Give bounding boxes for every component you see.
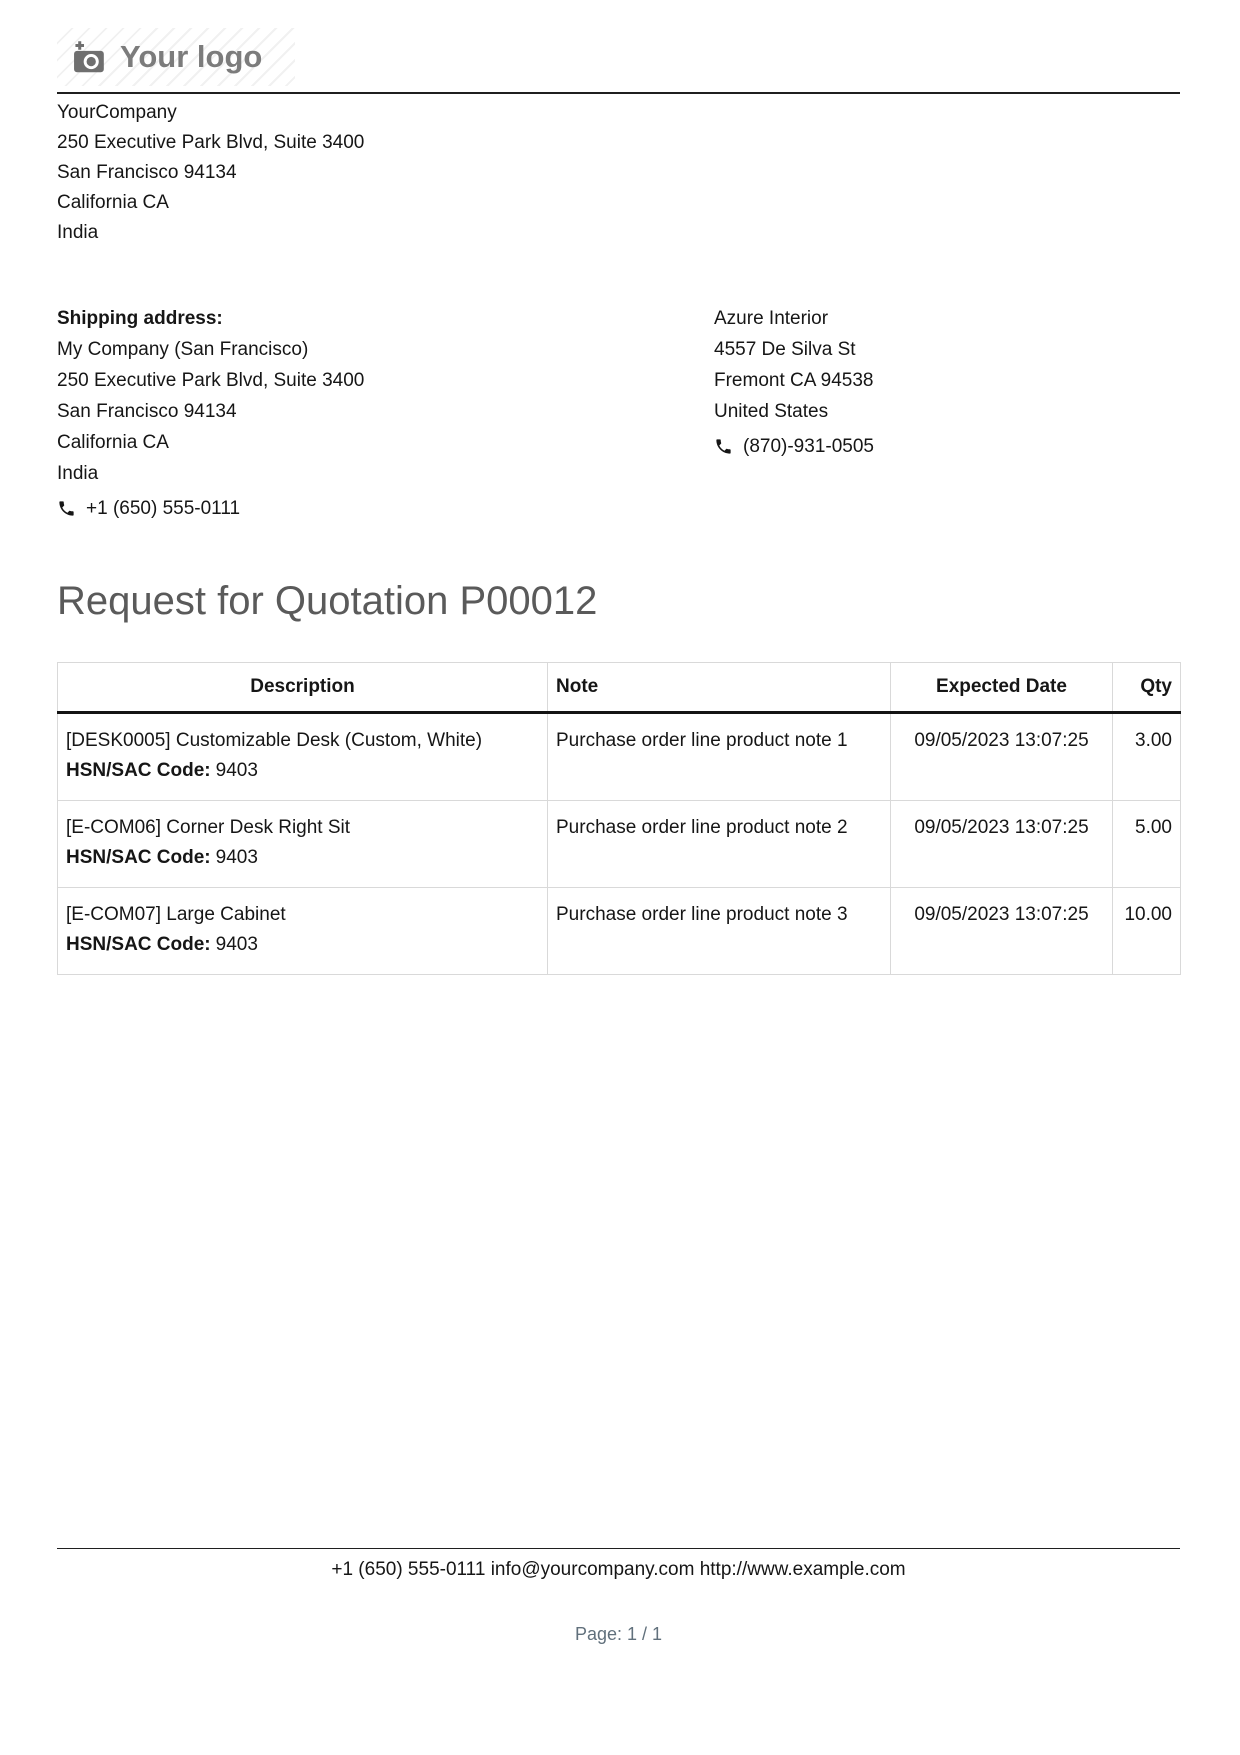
column-header-note: Note xyxy=(548,663,891,713)
column-header-qty: Qty xyxy=(1113,663,1181,713)
vendor-city: Fremont CA 94538 xyxy=(714,370,874,391)
product-hsn-line xyxy=(66,930,539,960)
shipping-street: 250 Executive Park Blvd, Suite 3400 xyxy=(57,370,365,391)
line-expected-date: 09/05/2023 13:07:25 xyxy=(891,713,1113,801)
company-state: California CA xyxy=(57,192,169,213)
company-name: YourCompany xyxy=(57,102,177,123)
table-header-row xyxy=(58,663,1181,713)
hsn-value: 9403 xyxy=(215,847,258,868)
company-country: India xyxy=(57,222,99,243)
company-city: San Francisco 94134 xyxy=(57,162,237,183)
product-description: [E-COM07] Large Cabinet xyxy=(66,904,286,925)
table-row xyxy=(58,801,1181,888)
product-hsn-line xyxy=(66,756,539,786)
logo-text: Your logo xyxy=(120,39,263,74)
product-hsn-line xyxy=(66,843,539,873)
hsn-label: HSN/SAC Code: xyxy=(66,934,211,955)
vendor-phone-line xyxy=(714,431,874,462)
page-number: Page: 1 / 1 xyxy=(574,1624,663,1644)
hsn-value: 9403 xyxy=(215,934,258,955)
header-divider xyxy=(57,92,1180,94)
column-header-description: Description xyxy=(58,663,548,713)
company-address-block xyxy=(57,98,1180,248)
company-street: 250 Executive Park Blvd, Suite 3400 xyxy=(57,132,365,153)
product-description: [E-COM06] Corner Desk Right Sit xyxy=(66,817,351,838)
line-expected-date: 09/05/2023 13:07:25 xyxy=(891,801,1113,888)
footer-divider xyxy=(57,1548,1180,1549)
shipping-city: San Francisco 94134 xyxy=(57,401,237,422)
shipping-address-label: Shipping address: xyxy=(57,308,223,329)
hsn-label: HSN/SAC Code: xyxy=(66,847,211,868)
shipping-address-block xyxy=(57,303,577,524)
line-expected-date: 09/05/2023 13:07:25 xyxy=(891,888,1113,975)
product-description: [DESK0005] Customizable Desk (Custom, White) xyxy=(66,730,483,751)
vendor-country: United States xyxy=(714,401,829,422)
vendor-address-block xyxy=(714,303,874,462)
table-row xyxy=(58,713,1181,801)
shipping-country: India xyxy=(57,463,99,484)
vendor-phone-number: (870)-931-0505 xyxy=(743,436,874,457)
document-title: Request for Quotation P00012 xyxy=(57,579,598,623)
column-header-expected-date: Expected Date xyxy=(891,663,1113,713)
page-footer xyxy=(57,1548,1180,1649)
shipping-state: California CA xyxy=(57,432,169,453)
footer-contact-info: +1 (650) 555-0111 info@yourcompany.com http://www.example.com xyxy=(331,1559,906,1580)
line-qty: 5.00 xyxy=(1113,801,1181,888)
shipping-phone-number: +1 (650) 555-0111 xyxy=(86,498,241,519)
vendor-street: 4557 De Silva St xyxy=(714,339,856,360)
line-qty: 3.00 xyxy=(1113,713,1181,801)
order-lines-table xyxy=(57,662,1181,975)
table-row xyxy=(58,888,1181,975)
vendor-name: Azure Interior xyxy=(714,308,829,329)
addresses-section xyxy=(57,303,1180,533)
hsn-label: HSN/SAC Code: xyxy=(66,760,211,781)
line-qty: 10.00 xyxy=(1113,888,1181,975)
shipping-name: My Company (San Francisco) xyxy=(57,339,309,360)
phone-icon xyxy=(714,437,733,456)
shipping-phone-line xyxy=(57,493,577,524)
line-note: Purchase order line product note 2 xyxy=(548,801,891,888)
hsn-value: 9403 xyxy=(215,760,258,781)
phone-icon xyxy=(57,499,76,518)
company-logo-placeholder xyxy=(57,28,295,86)
line-note: Purchase order line product note 3 xyxy=(548,888,891,975)
line-note: Purchase order line product note 1 xyxy=(548,713,891,801)
camera-icon xyxy=(71,40,107,74)
